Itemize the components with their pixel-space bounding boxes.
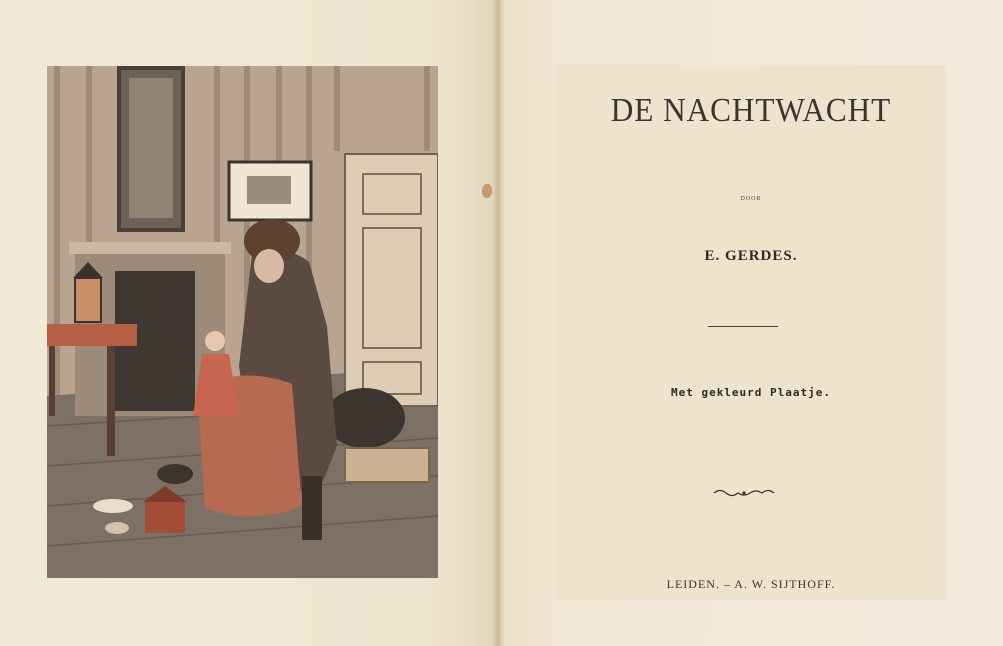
- frontispiece-illustration: [47, 66, 438, 578]
- book-title: DE NACHTWACHT: [610, 92, 892, 129]
- by-line: DOOR: [740, 196, 762, 202]
- toy-house: [145, 501, 185, 533]
- publisher-imprint: LEIDEN. – A. W. SIJTHOFF.: [666, 577, 836, 591]
- basket: [345, 448, 429, 482]
- book-subtitle: Met gekleurd Plaatje.: [670, 386, 832, 399]
- lantern-icon: [75, 278, 101, 322]
- doll: [205, 331, 225, 351]
- title-page-block: [556, 65, 946, 600]
- dog: [325, 388, 405, 448]
- author-name: E. GERDES.: [704, 248, 798, 264]
- door: [345, 154, 438, 406]
- table: [47, 324, 137, 346]
- ornament-icon: [712, 485, 776, 495]
- paper-stain: [482, 184, 492, 198]
- straw-hat: [93, 499, 133, 513]
- book-gutter: [492, 0, 506, 646]
- divider-rule: [708, 326, 778, 327]
- toy-horse: [157, 464, 193, 484]
